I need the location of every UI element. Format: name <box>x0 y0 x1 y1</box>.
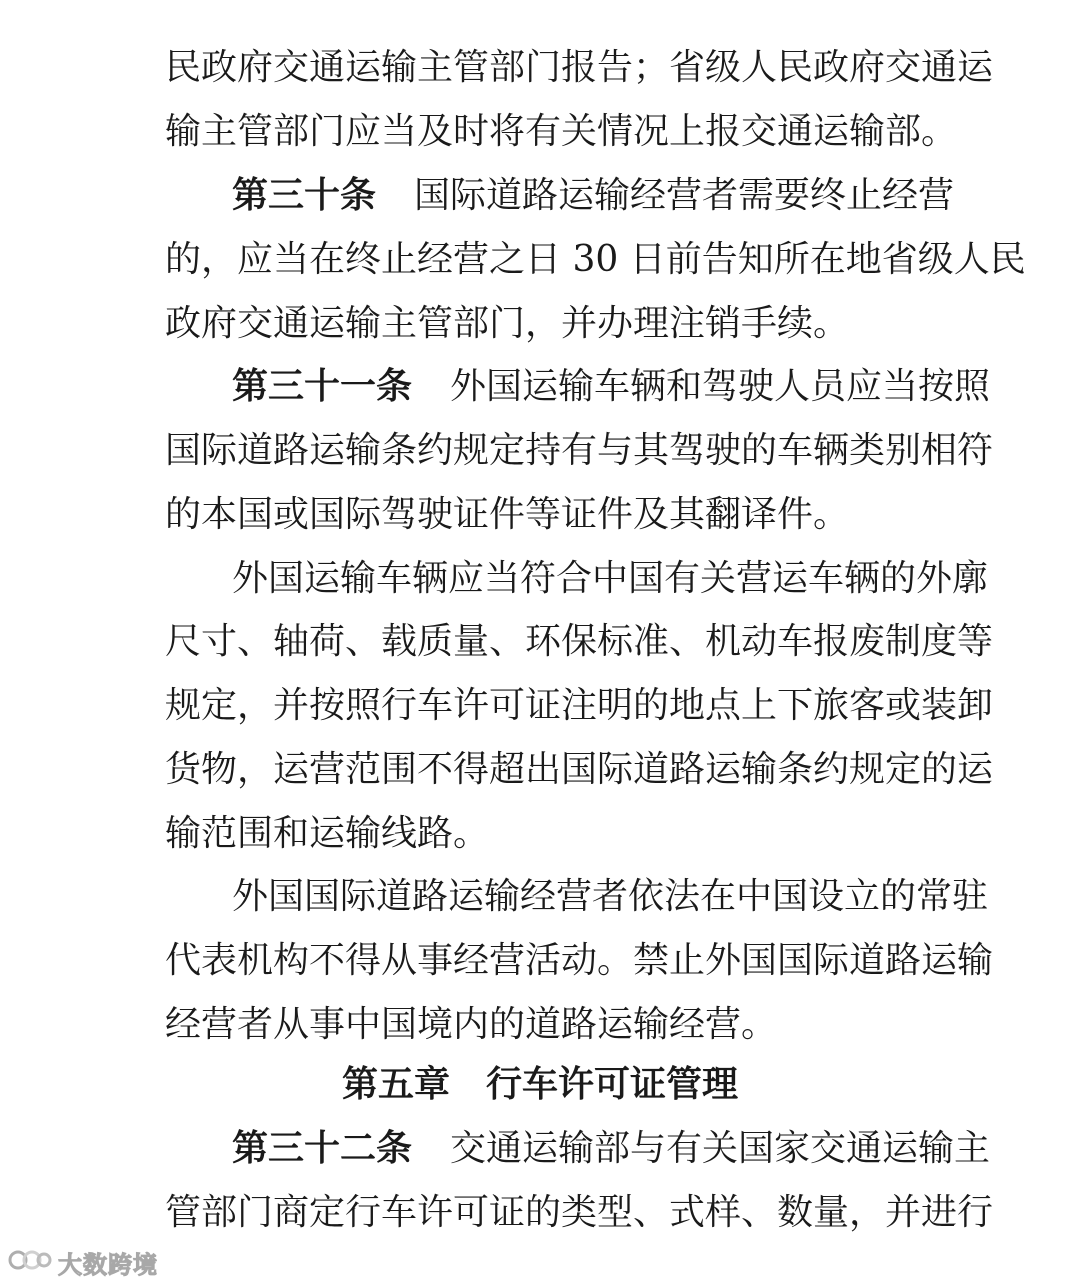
watermark <box>8 1245 158 1279</box>
text-span: 外国运输车辆和驾驶人员应当按照 <box>450 366 991 407</box>
text-span: 交通运输部与有关国家交通运输主 <box>450 1128 991 1169</box>
article-30-label: 第三十条 <box>232 175 377 216</box>
text-line: 规定，并按照行车许可证注明的地点上下旅客或装卸 <box>165 685 994 726</box>
watermark-text: 大数跨境 <box>58 1250 158 1279</box>
article-30-line <box>232 166 955 226</box>
article-31-label: 第三十一条 <box>232 366 413 407</box>
text-line: 经营者从事中国境内的道路运输经营。 <box>165 1004 778 1045</box>
text-line: 国际道路运输条约规定持有与其驾驶的车辆类别相符 <box>165 430 994 471</box>
logo-icon <box>8 1246 52 1278</box>
text-line: 货物，运营范围不得超出国际道路运输条约规定的运 <box>165 749 994 790</box>
text-line: 外国运输车辆应当符合中国有关营运车辆的外廓 <box>232 558 989 599</box>
text-line: 的，应当在终止经营之日 30 日前告知所在地省级人民 <box>165 239 1026 280</box>
article-32-line <box>232 1119 991 1179</box>
chapter-title: 行车许可证管理 <box>486 1064 739 1105</box>
text-line: 政府交通运输主管部门，并办理注销手续。 <box>165 303 850 344</box>
text-line: 外国国际道路运输经营者依法在中国设立的常驻 <box>232 876 989 917</box>
text-line: 管部门商定行车许可证的类型、式样、数量，并进行 <box>165 1192 994 1233</box>
chapter-number: 第五章 <box>341 1064 450 1105</box>
text-line: 输主管部门应当及时将有关情况上报交通运输部。 <box>165 111 958 152</box>
text-line: 的本国或国际驾驶证件等证件及其翻译件。 <box>165 494 850 535</box>
text-line: 代表机构不得从事经营活动。禁止外国国际道路运输 <box>165 940 994 981</box>
article-32-label: 第三十二条 <box>232 1128 413 1169</box>
text-line: 民政府交通运输主管部门报告；省级人民政府交通运 <box>165 47 994 88</box>
article-31-line <box>232 357 991 417</box>
chapter-heading <box>0 1055 1080 1115</box>
text-line: 输范围和运输线路。 <box>165 813 490 854</box>
text-line: 尺寸、轴荷、载质量、环保标准、机动车报废制度等 <box>165 621 994 662</box>
text-span: 国际道路运输经营者需要终止经营 <box>414 175 955 216</box>
